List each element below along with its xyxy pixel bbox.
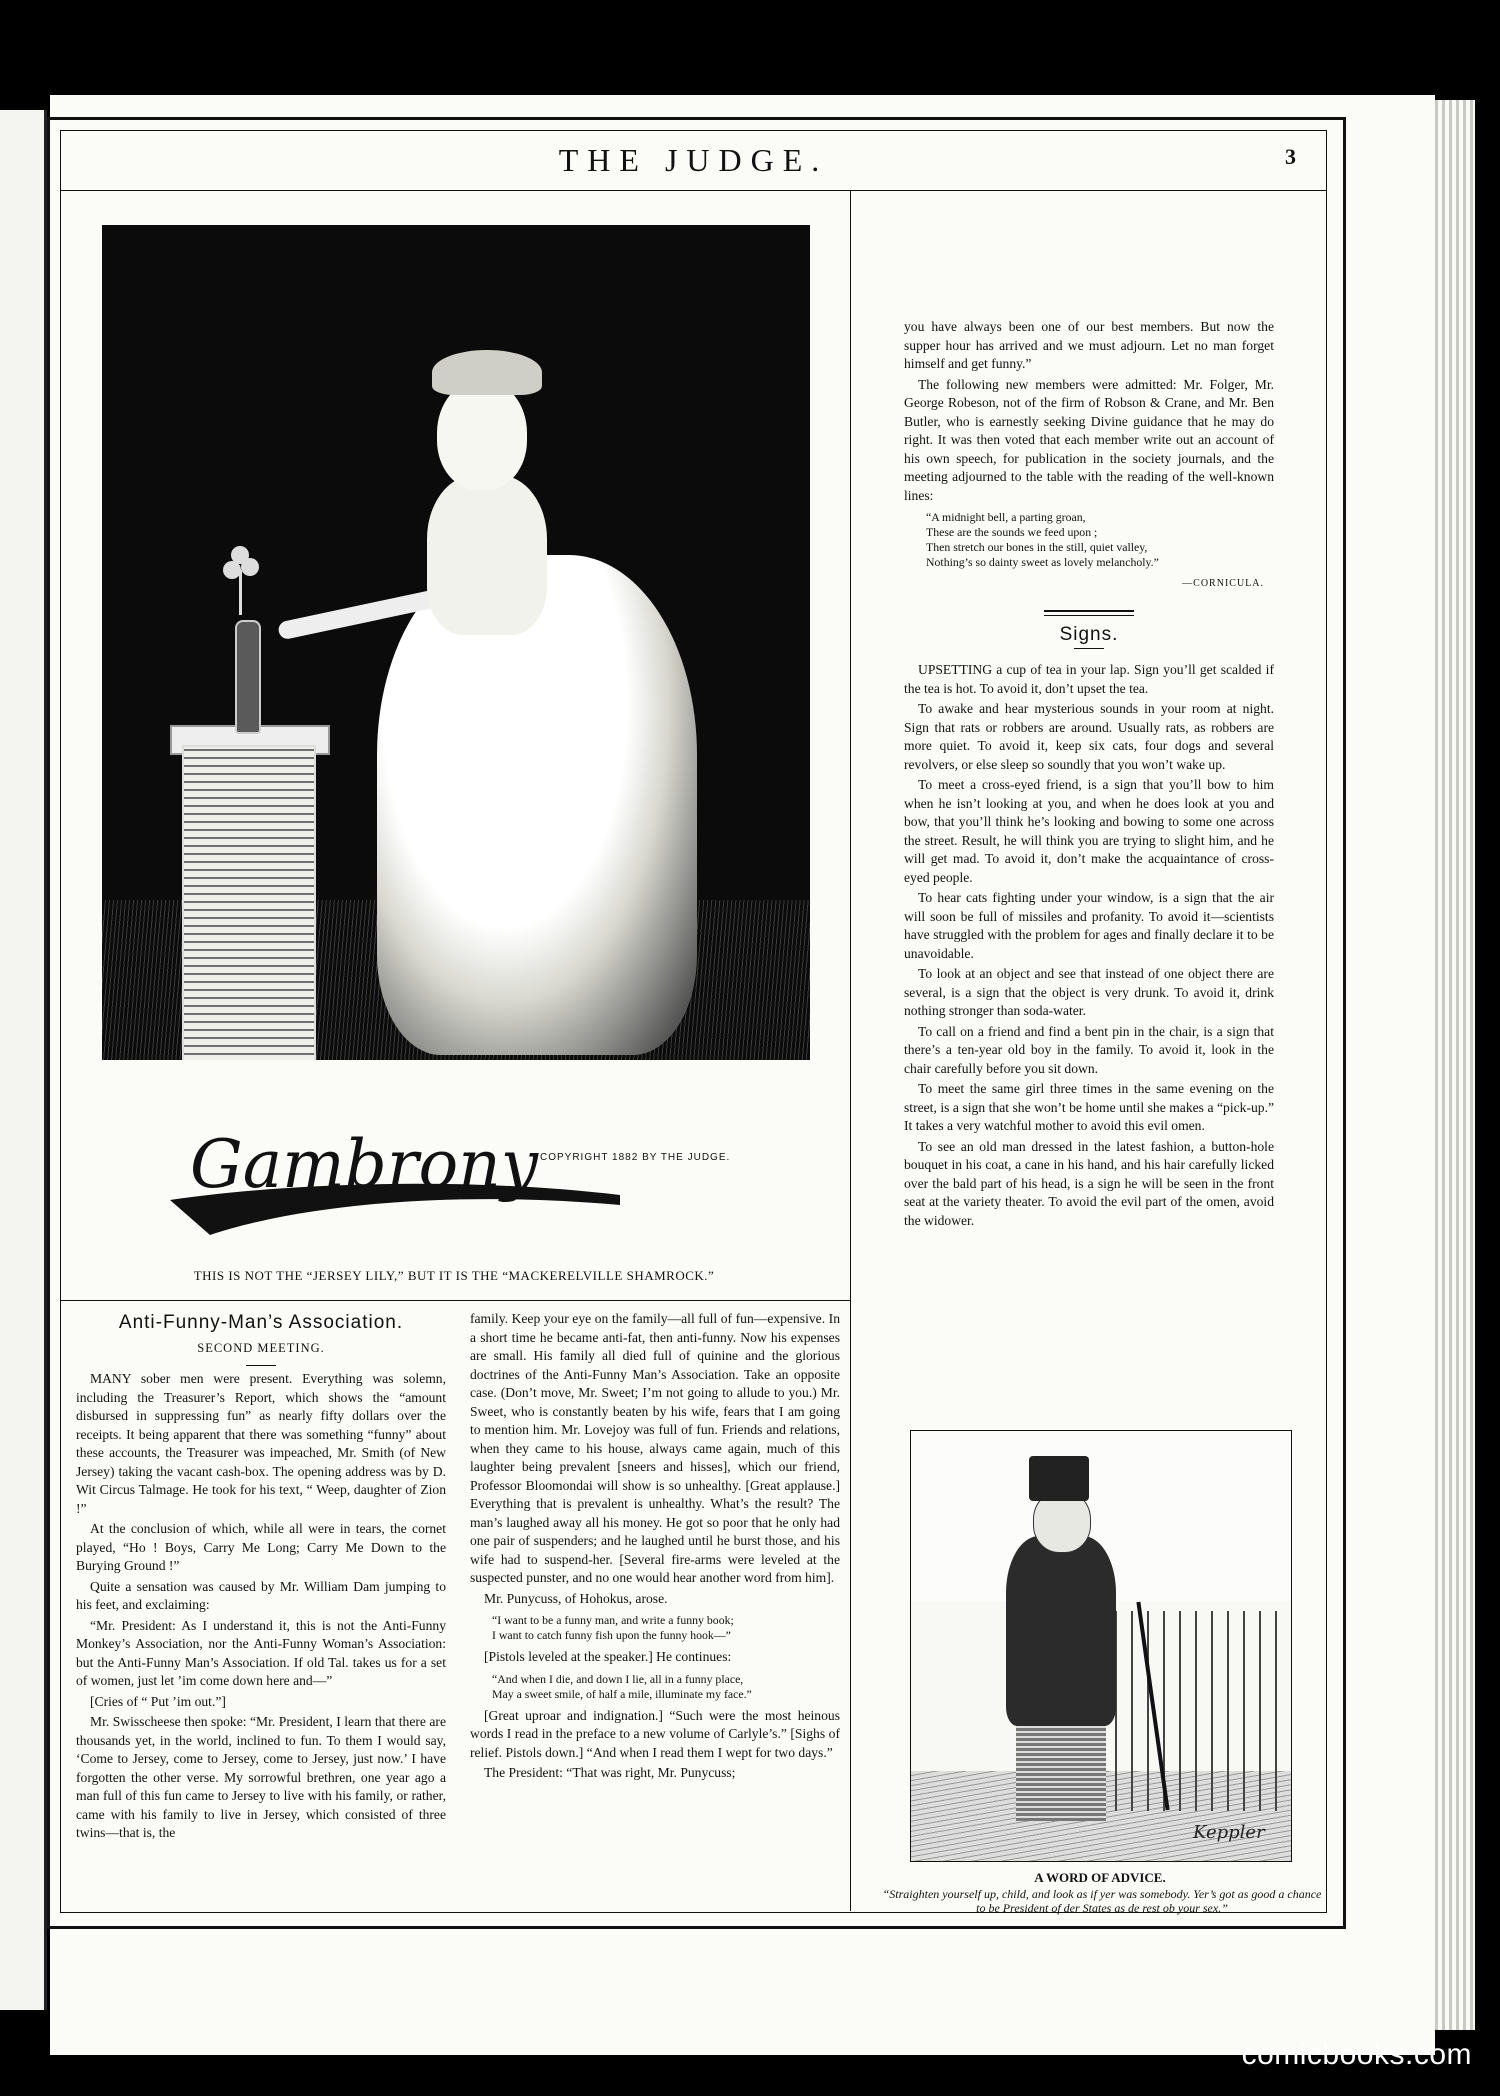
verse — [926, 510, 1274, 570]
adjacent-page-edge — [0, 110, 47, 2010]
paragraph: To see an old man dressed in the latest fashion, a button-hole bouquet in his coat, a cane in his hand, and his hair carefully licked over the bald part of his head, is a sign he will be seen in the front seat at the variety theater. To avoid the evil part of the omen, avoid the widower. — [904, 1138, 1274, 1228]
paragraph: Quite a sensation was caused by Mr. William Dam jumping to his feet, and exclaiming: — [76, 1578, 446, 1612]
page-number: 3 — [1285, 144, 1296, 169]
copyright-line: COPYRIGHT 1882 BY THE JUDGE. — [540, 1152, 731, 1163]
main-illustration — [102, 225, 810, 1060]
paragraph: you have always been one of our best members. But now the supper hour has arrived and we must adjourn. Let no man forget himself and get funny.” — [904, 319, 1274, 371]
shamrock-flower-icon — [212, 545, 272, 615]
paragraph: At the conclusion of which, while all were in tears, the cornet played, “Ho ! Boys, Carry Me Long; Carry Me Down to the Burying Ground !” — [76, 1521, 446, 1573]
verse-line: I want to catch funny fish upon the funny hook—” — [492, 1628, 731, 1642]
paragraph: [Cries of “ Put ’im out.”] — [90, 1693, 226, 1709]
paragraph: [Pistols leveled at the speaker.] He continues: — [484, 1649, 732, 1664]
top-hat-icon — [1029, 1456, 1089, 1501]
figure-dress — [377, 555, 697, 1055]
paragraph: To look at an object and see that instead of one object there are several, is a sign that the object is very drunk. To avoid it, drink nothing stronger than soda-water. — [904, 966, 1274, 1018]
association-column-2 — [470, 1310, 840, 1785]
paragraph: The President: “That was right, Mr. Punycuss; — [484, 1765, 736, 1780]
masthead — [61, 130, 1326, 191]
svg-text:Gambrony: Gambrony — [190, 1126, 538, 1203]
association-subtitle: SECOND MEETING. — [197, 1340, 325, 1355]
paragraph: To awake and hear mysterious sounds in your room at night. Sign that rats or robbers are around. Usually rats, as robbers are more quiet. To avoid it, keep six cats, four dogs and several revolvers, or else sleep so soundly that you won’t wake up. — [904, 701, 1274, 772]
verse — [492, 1672, 840, 1702]
paragraph: The following new members were admitted: Mr. Folger, Mr. George Robeson, not of the firm of Robson & Crane, and Mr. Ben Butler, who is earnestly seeking Divine guidance that he may do right. It was then voted that each member write out an account of his own speech, for publication in the society journals, and the meeting adjourned to the table with the reading of the well-known lines: — [904, 376, 1274, 503]
short-rule — [1074, 648, 1104, 649]
paragraph: Mr. Punycuss, of Hohokus, arose. — [484, 1590, 668, 1606]
verse-line: “A midnight bell, a parting groan, — [926, 510, 1086, 524]
paragraph: [Great uproar and indignation.] “Such were the most heinous words I read in the preface to a new volume of Carlyle’s.” [Sighs of relief. Pistols down.] “And when I read them I wept for two days.” — [470, 1707, 840, 1760]
gambrony-lettering — [150, 1105, 630, 1245]
verse-line: May a sweet smile, of half a mile, illuminate my face.” — [492, 1686, 752, 1701]
figure-hat — [432, 350, 542, 395]
svg-text:Keppler: Keppler — [1193, 1822, 1265, 1843]
figure-head — [437, 380, 527, 490]
cartoon-legs — [1016, 1721, 1106, 1821]
paragraph: To meet the same girl three times in the same evening on the street, is a sign that she won’t be home until she makes a “pick-up.” It takes a very watchful mother to avoid this evil omen. — [904, 1081, 1274, 1133]
vase — [235, 620, 261, 734]
paragraph: MANY sober men were present. Everything was solemn, including the Treasurer’s Report, which shows the “amount disbursed in suppressing fun” as nearly fifty dollars over the receipts. It being apparent that there was something “funny” about these accounts, the Treasurer was impeached, Mr. Smith (of New Jersey) taking the vacant cash-box. The opening address was by D. Wit Circus Talmage. He took for his text, “ Weep, daughter of Zion !” — [76, 1371, 446, 1516]
paragraph: To hear cats fighting under your window, is a sign that the air will soon be full of missiles and profanity. To avoid it—scientists have struggled with the problem for ages and finally declare it to be unavoidable. — [904, 890, 1274, 961]
double-rule — [1044, 610, 1134, 616]
right-column — [904, 318, 1274, 1232]
pedestal — [182, 745, 316, 1060]
paragraph: Mr. Swisscheese then spoke: “Mr. President, I learn that there are thousands yet, in the world, inclined to fun. To them I would say, ‘Come to Jersey, come to Jersey, come to Jersey, just now.’ I have forgotten the other verse. My sorrowful brethren, one year ago a man full of this fun came to Jersey to live with his family, or rather, came with his family to live in Jersey, which consisted of three twins—that is, the — [76, 1714, 446, 1840]
paragraph: To meet a cross-eyed friend, is a sign that you’ll bow to him when he isn’t looking at you, and when he does look at you and bow, that you’ll think he’s looking and bowing to some one across the street. Result, he will think you are trying to slight him, and he will get mad. To avoid it, don’t make the acquaintance of cross-eyed people. — [904, 777, 1274, 885]
verse-line: “I want to be a funny man, and write a funny book; — [492, 1613, 734, 1627]
page-stack-edges — [1435, 100, 1475, 2030]
verse-line: These are the sounds we feed upon ; — [926, 525, 1098, 539]
paragraph: To call on a friend and find a bent pin in the chair, is a sign that there’s a ten-year old boy in the family. To avoid it, look in the chair carefully before you sit down. — [904, 1023, 1274, 1076]
cartoon-quote: “Straighten yourself up, child, and look as if yer was somebody. Yer’s got as good a chance to be President of der States as de rest ob your sex.” — [882, 1887, 1322, 1915]
verse-line: Nothing’s so dainty sweet as lovely melancholy.” — [926, 555, 1159, 569]
verse-signature: —CORNICULA. — [1182, 578, 1264, 589]
masthead-title: THE JUDGE. — [558, 142, 829, 178]
verse-line: Then stretch our bones in the still, quiet valley, — [926, 540, 1148, 554]
cartoon-coat — [1006, 1536, 1116, 1726]
paragraph: “Mr. President: As I understand it, this is not the Anti-Funny Monkey’s Association, nor the Anti-Funny Woman’s Association: but the Anti-Funny Man’s Association. If old Tal. takes us for a set of women, just let ’im come down here and—” — [76, 1617, 446, 1688]
cartoon-title: A WORD OF ADVICE. — [1034, 1870, 1166, 1885]
verse — [492, 1613, 840, 1643]
column-rule — [850, 190, 851, 1911]
watermark: comicbooks.com — [1241, 2038, 1472, 2071]
verse-line: “And when I die, and down I lie, all in a funny place, — [492, 1671, 744, 1686]
artist-signature — [1191, 1816, 1281, 1846]
association-title: Anti-Funny-Man’s Association. — [118, 1312, 404, 1333]
paragraph: UPSETTING a cup of tea in your lap. Sign you’ll get scalded if the tea is hot. To avoid it, don’t upset the tea. — [904, 662, 1274, 696]
signs-title: Signs. — [1059, 623, 1119, 645]
paragraph: family. Keep your eye on the family—all full of fun—expensive. In a short time he became anti-fat, then anti-funny. Now his expenses are small. His family all died full of quinine and the glorious doctrines of the Anti-Funny Man’s Association. Take an opposite case. (Don’t move, Mr. Sweet; I’m not going to allude to you.) Mr. Sweet, who is constantly beaten by his wife, fears that I am going to mention him. Mr. Lovejoy was full of fun. Friends and relations, when they came to his house, always came again, much of this laughter being prevalent [sneers and hisses], which our friend, Professor Bloomondai will show is so unhealthy. [Great applause.] Everything that is prevalent is unhealthy. What’s the result? The man’s laughed away all his money. He got so poor that he only had one pair of suspenders; and he laughed until he burst those, and his wife had to suspend-her. [Several fire-arms were leveled at the suspected punster, and no one would hear another word from him]. — [470, 1311, 840, 1585]
short-rule — [246, 1365, 276, 1366]
section-divider — [61, 1300, 851, 1301]
cartoon-fence — [1101, 1611, 1291, 1811]
association-column-1 — [76, 1310, 446, 1845]
figure-bodice — [427, 475, 547, 635]
cartoon-illustration — [910, 1430, 1292, 1862]
illustration-caption: THIS IS NOT THE “JERSEY LILY,” BUT IT IS THE “MACKERELVILLE SHAMROCK.” — [193, 1268, 715, 1283]
